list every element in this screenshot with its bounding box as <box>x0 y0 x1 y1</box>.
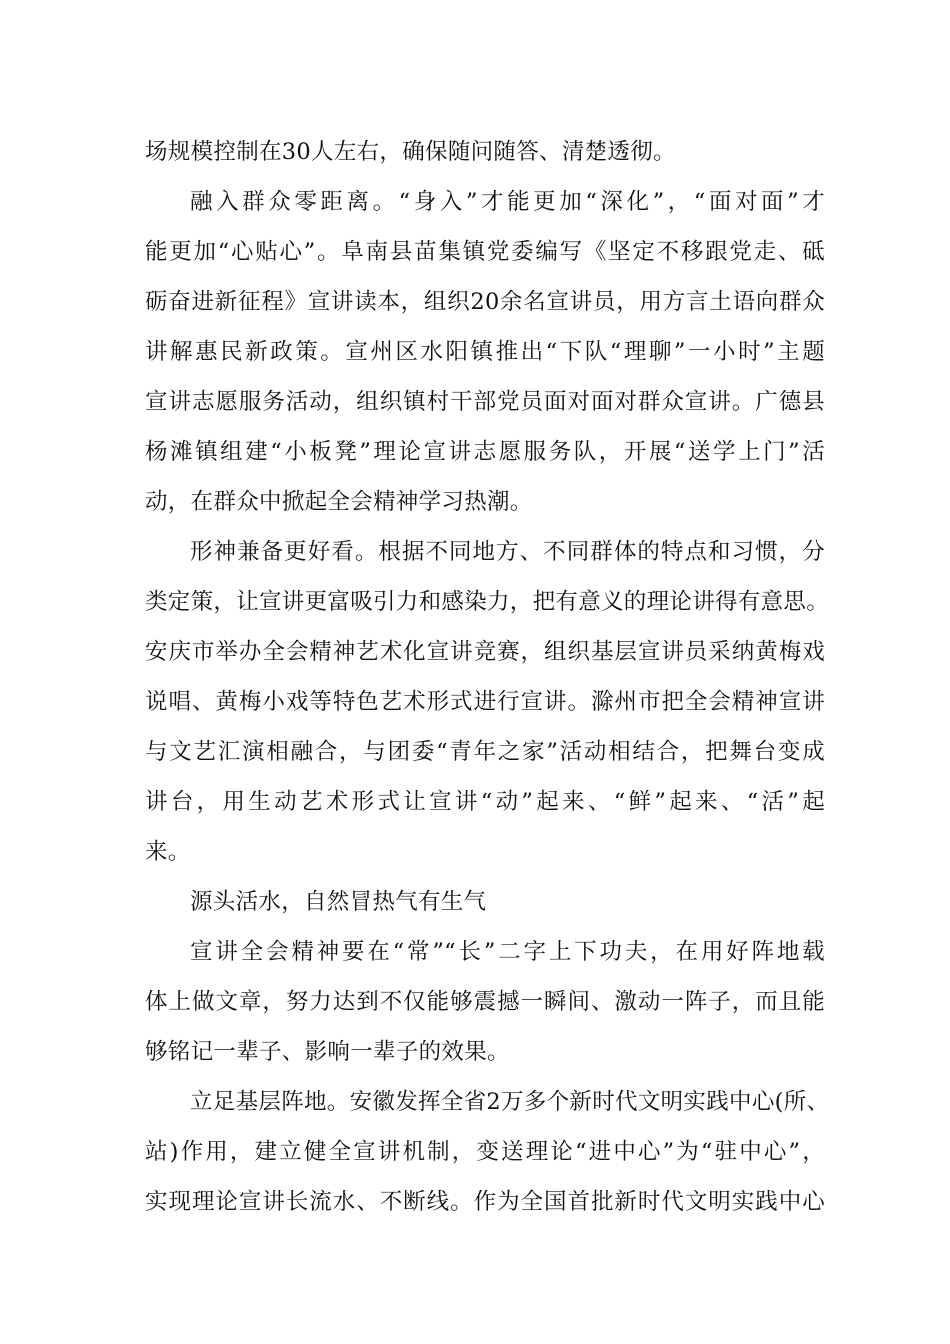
text-line: 够铭记一辈子、影响一辈子的效果。 <box>145 1039 510 1065</box>
text-line: 与文艺汇演相融合，与团委“青年之家”活动相结合，把舞台变成 <box>145 739 825 765</box>
text-line: 场规模控制在30人左右，确保随问随答、清楚透彻。 <box>145 139 676 165</box>
text-line: 说唱、黄梅小戏等特色艺术形式进行宣讲。滁州市把全会精神宣讲 <box>145 689 825 715</box>
section-heading: 源头活水，自然冒热气有生气 <box>190 889 487 915</box>
text-line: 讲台，用生动艺术形式让宣讲“动”起来、“鲜”起来、“活”起 <box>145 789 825 815</box>
text-line: 站)作用，建立健全宣讲机制，变送理论“进中心”为“驻中心”， <box>145 1139 825 1165</box>
text-line: 类定策，让宣讲更富吸引力和感染力，把有意义的理论讲得有意思。 <box>145 589 830 615</box>
paragraph-first-line: 形神兼备更好看。根据不同地方、不同群体的特点和习惯，分 <box>190 539 825 565</box>
paragraph-first-line: 融入群众零距离。“身入”才能更加“深化”，“面对面”才 <box>190 189 825 215</box>
text-line: 能更加“心贴心”。阜南县苗集镇党委编写《坚定不移跟党走、砥 <box>145 239 825 265</box>
text-line: 安庆市举办全会精神艺术化宣讲竞赛，组织基层宣讲员采纳黄梅戏 <box>145 639 825 665</box>
text-line: 宣讲志愿服务活动，组织镇村干部党员面对面对群众宣讲。广德县 <box>145 389 825 415</box>
text-line: 动，在群众中掀起全会精神学习热潮。 <box>145 489 533 515</box>
paragraph-first-line: 立足基层阵地。安徽发挥全省2万多个新时代文明实践中心(所、 <box>190 1089 830 1115</box>
text-line: 杨滩镇组建“小板凳”理论宣讲志愿服务队，开展“送学上门”活 <box>145 439 825 465</box>
paragraph-first-line: 宣讲全会精神要在“常”“长”二字上下功夫，在用好阵地载 <box>190 939 825 965</box>
text-line: 讲解惠民新政策。宣州区水阳镇推出“下队“理聊”一小时”主题 <box>145 339 825 365</box>
text-line: 实现理论宣讲长流水、不断线。作为全国首批新时代文明实践中心 <box>145 1189 825 1215</box>
text-line: 砺奋进新征程》宣讲读本，组织20余名宣讲员，用方言土语向群众 <box>145 289 825 315</box>
text-line: 体上做文章，努力达到不仅能够震撼一瞬间、激动一阵子，而且能 <box>145 989 825 1015</box>
text-line: 来。 <box>145 839 191 865</box>
